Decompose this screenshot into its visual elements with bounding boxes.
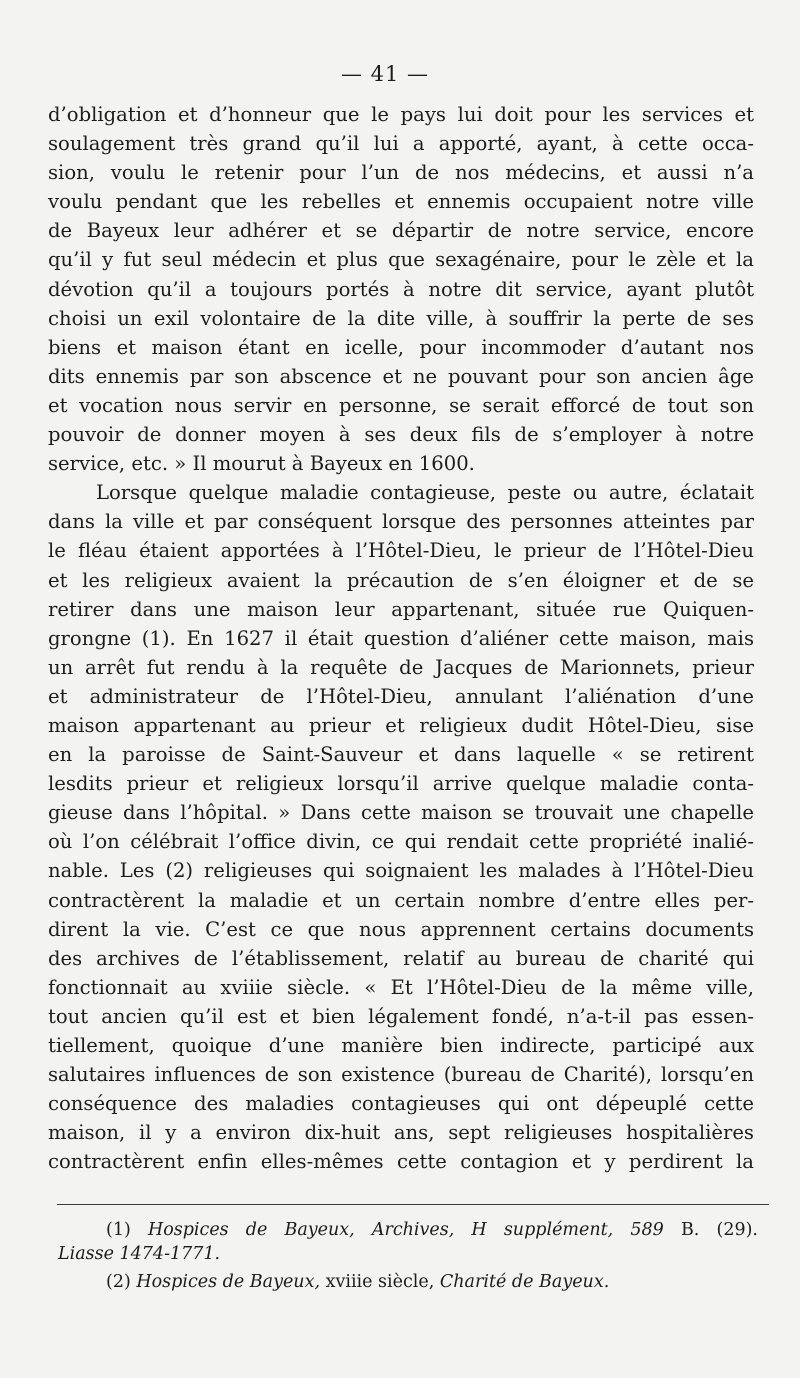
footnote-1	[58, 1218, 758, 1242]
text-line: dits ennemis par son abscence et ne pouvant pour son ancien âge	[48, 364, 754, 388]
text-line: choisi un exil volontaire de la dite ville, à souffrir la perte de ses	[48, 306, 754, 330]
text-line: service, etc. » Il mourut à Bayeux en 1600.	[48, 452, 475, 476]
text-line: des archives de l’établissement, relatif au bureau de charité qui	[48, 946, 754, 970]
text-line: où l’on célébrait l’office divin, ce qui rendait cette propriété inalié-	[48, 830, 754, 854]
page-number: — 41 —	[340, 62, 430, 86]
text-line: soulagement très grand qu’il lui a apporté, ayant, à cette occa-	[48, 132, 754, 156]
text-line: lesdits prieur et religieux lorsqu’il arrive quelque maladie conta-	[48, 772, 754, 796]
footnote-1-source: Hospices de Bayeux, Archives, H supplément, 589	[147, 1220, 664, 1240]
text-line: nable. Les (2) religieuses qui soignaient les malades à l’Hôtel-Dieu	[48, 859, 754, 883]
footnote-1-reference: B. (29).	[680, 1220, 758, 1240]
body-text	[48, 100, 754, 1176]
text-line: qu’il y fut seul médecin et plus que sexagénaire, pour le zèle et la	[48, 248, 754, 272]
text-line: dirent la vie. C’est ce que nous apprennent certains documents	[48, 917, 754, 941]
footnote-2-source: Hospices de Bayeux,	[136, 1272, 321, 1292]
text-line: dans la ville et par conséquent lorsque des personnes atteintes par	[48, 510, 754, 534]
text-line: et administrateur de l’Hôtel-Dieu, annulant l’aliénation d’une	[48, 684, 754, 708]
text-line: Lorsque quelque maladie contagieuse, peste ou autre, éclatait	[96, 481, 754, 505]
text-line: tiellement, quoique d’une manière bien indirecte, participé aux	[48, 1034, 754, 1057]
text-line: conséquence des maladies contagieuses qui ont dépeuplé cette	[48, 1092, 754, 1116]
footnote-1-continuation: Liasse 1474-1771.	[58, 1244, 221, 1264]
text-line: contractèrent la maladie et un certain nombre d’entre elles per-	[48, 888, 754, 912]
text-line: salutaires influences de son existence (bureau de Charité), lorsqu’en	[48, 1063, 754, 1087]
text-line: en la paroisse de Saint-Sauveur et dans laquelle « se retirent	[48, 743, 754, 767]
footnote-2-century: xviiie siècle,	[325, 1272, 435, 1292]
text-line: maison appartenant au prieur et religieux dudit Hôtel-Dieu, sise	[48, 713, 754, 737]
footnote-2-number: (2)	[106, 1272, 131, 1292]
text-line: de Bayeux leur adhérer et se départir de notre service, encore	[48, 219, 754, 243]
text-line: d’obligation et d’honneur que le pays lui doit pour les services et	[48, 103, 754, 126]
text-line: tout ancien qu’il est et bien légalement fondé, n’a-t-il pas essen-	[48, 1004, 754, 1028]
footnote-2-title: Charité de Bayeux.	[439, 1272, 610, 1292]
text-line: et vocation nous servir en personne, se serait efforcé de tout son	[48, 393, 754, 417]
text-line: un arrêt fut rendu à la requête de Jacques de Marionnets, prieur	[48, 655, 754, 679]
text-line: voulu pendant que les rebelles et ennemis occupaient notre ville	[48, 190, 754, 214]
text-line: gieuse dans l’hôpital. » Dans cette maison se trouvait une chapelle	[48, 801, 754, 825]
footnote-divider	[57, 1204, 769, 1205]
text-line: maison, il y a environ dix-huit ans, sept religieuses hospitalières	[48, 1121, 754, 1145]
text-line: contractèrent enfin elles-mêmes cette contagion et y perdirent la	[48, 1150, 754, 1174]
text-line: pouvoir de donner moyen à ses deux fils de s’employer à notre	[48, 423, 754, 447]
text-line: fonctionnait au xviiie siècle. « Et l’Hôtel-Dieu de la même ville,	[48, 975, 754, 999]
text-line: le fléau étaient apportées à l’Hôtel-Dieu, le prieur de l’Hôtel-Dieu	[48, 539, 754, 563]
text-line: sion, voulu le retenir pour l’un de nos médecins, et aussi n’a	[48, 161, 754, 185]
footnotes	[58, 1218, 758, 1294]
text-line: dévotion qu’il a toujours portés à notre dit service, ayant plutôt	[48, 277, 754, 301]
text-line: et les religieux avaient la précaution de s’en éloigner et de se	[48, 568, 754, 592]
text-line: retirer dans une maison leur appartenant, située rue Quiquen-	[48, 597, 754, 621]
text-line: grongne (1). En 1627 il était question d’aliéner cette maison, mais	[48, 626, 754, 650]
text-line: biens et maison étant en icelle, pour incommoder d’autant nos	[48, 335, 754, 359]
footnote-1-number: (1)	[106, 1220, 131, 1240]
footnote-2	[58, 1270, 758, 1294]
